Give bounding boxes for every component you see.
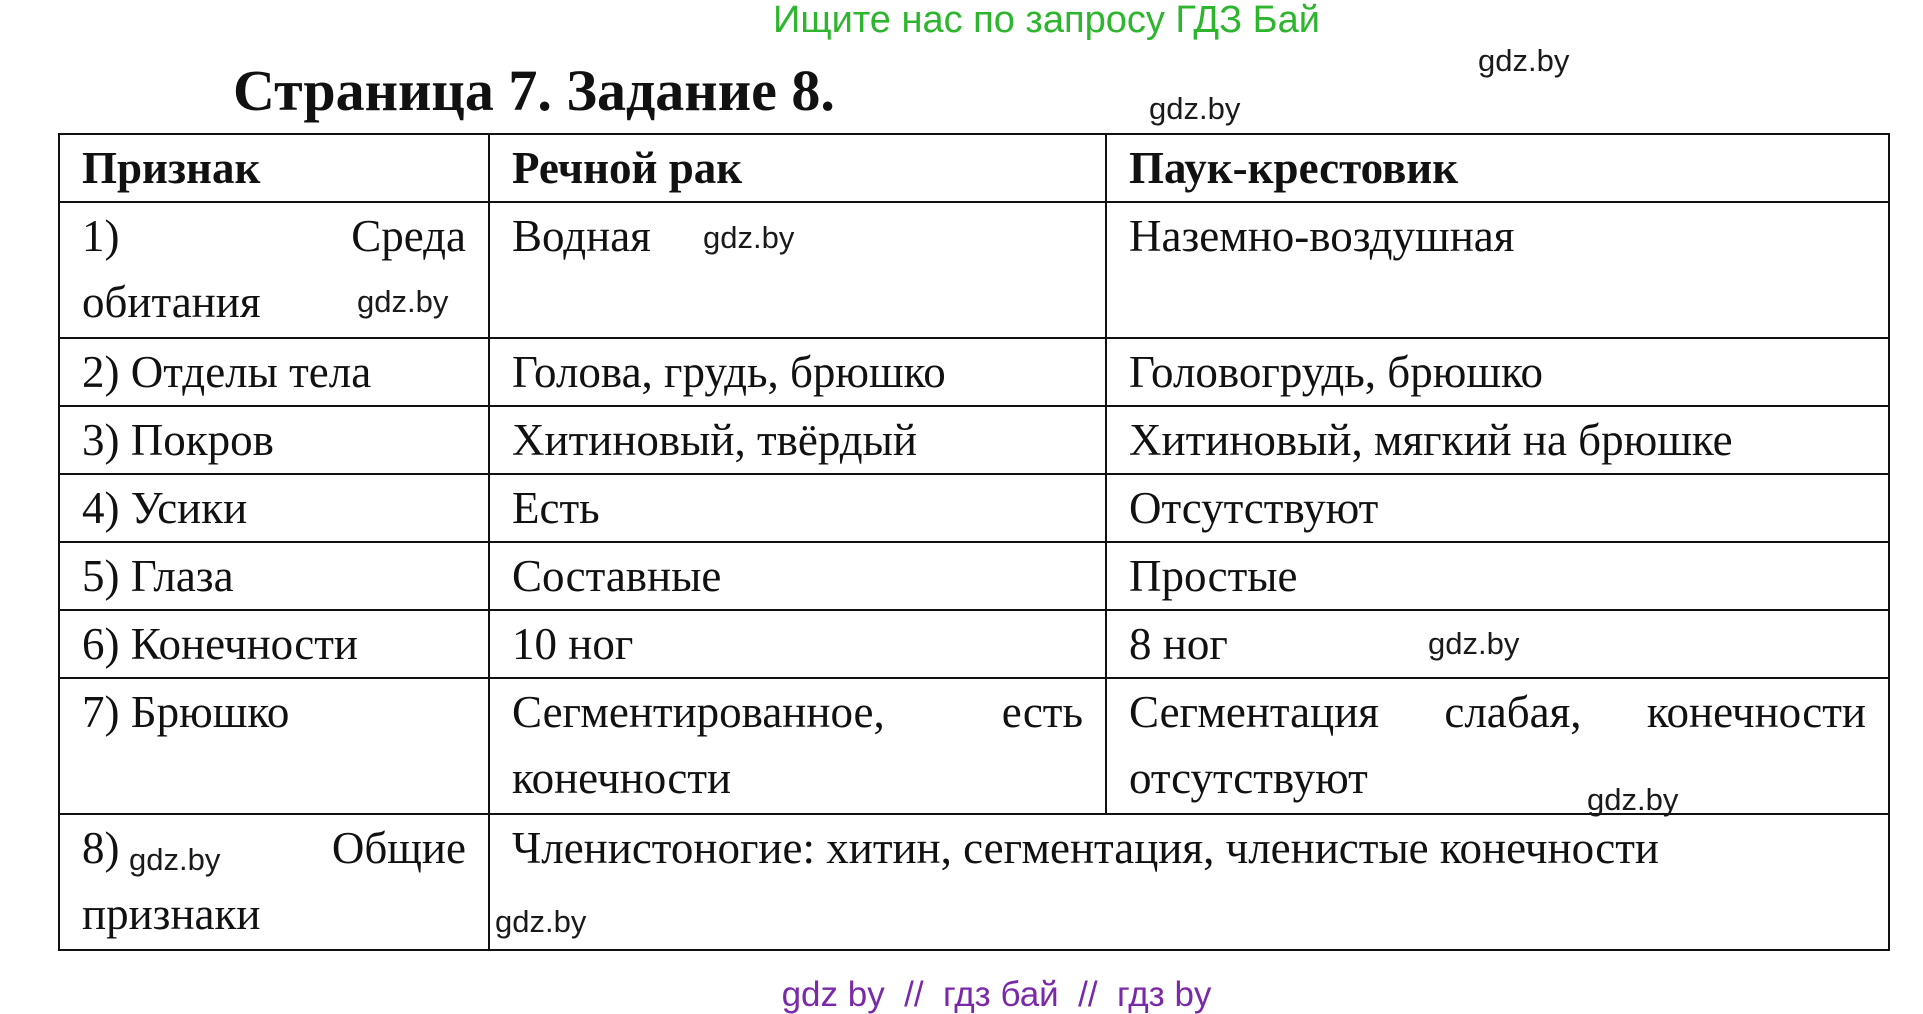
sign-cell: 7) Брюшко [59,678,489,814]
sign-number: 8) [82,823,120,873]
table-header-row [59,134,1889,202]
table-row [59,406,1889,474]
crayfish-cell: 10 ног [489,610,1106,678]
crayfish-second-line: конечности [512,753,732,803]
crayfish-cell: Составные [489,542,1106,610]
table-row [59,542,1889,610]
spider-cell: Простые [1106,542,1889,610]
watermark: gdz.by [1587,782,1679,817]
table-row [59,474,1889,542]
comparison-table [58,133,1890,951]
sign-cell [59,814,489,950]
watermark: gdz.by [357,284,449,319]
table-row [59,610,1889,678]
watermark: gdz.by [129,842,221,877]
table-row [59,202,1889,338]
spider-cell: Сегментация слабая, конечности отсутствуют [1106,678,1889,814]
sign-cell: 6) Конечности [59,610,489,678]
crayfish-word-1: Сегментированное, [512,687,885,737]
crayfish-word-2: есть [1001,687,1083,737]
header-spider: Паук-крестовик [1106,134,1889,202]
crayfish-cell: Голова, грудь, брюшко [489,338,1106,406]
spider-cell: Наземно-воздушная [1106,202,1889,338]
spider-cell: 8 ног [1106,610,1889,678]
table-row [59,338,1889,406]
watermark: gdz.by [1478,43,1570,78]
top-banner: Ищите нас по запросу ГДЗ Бай [773,0,1320,41]
page-title: Страница 7. Задание 8. [233,58,835,123]
sign-word: Общие [331,823,466,873]
sign-cell: 3) Покров [59,406,489,474]
sign-word: Среда [351,211,466,261]
table-row [59,814,1889,950]
common-traits-cell: Членистоногие: хитин, сегментация, членистые конечности [489,814,1889,950]
watermark: gdz.by [495,904,587,939]
spider-cell: Головогрудь, брюшко [1106,338,1889,406]
spider-cell: Хитиновый, мягкий на брюшке [1106,406,1889,474]
crayfish-cell: Есть [489,474,1106,542]
header-sign: Признак [59,134,489,202]
sign-cell: 5) Глаза [59,542,489,610]
watermark: gdz.by [1428,626,1520,661]
sign-cell: 2) Отделы тела [59,338,489,406]
footer-links: gdz by // гдз бай // гдз by [781,975,1212,1014]
sign-number: 1) [82,211,120,261]
sign-cell: 4) Усики [59,474,489,542]
sign-second-line: обитания [82,277,261,327]
watermark: gdz.by [703,220,795,255]
header-crayfish: Речной рак [489,134,1106,202]
crayfish-cell: Водная [489,202,1106,338]
crayfish-cell [489,678,1106,814]
sign-second-line: признаки [82,889,261,939]
sign-first-line [82,203,466,269]
spider-cell: Отсутствуют [1106,474,1889,542]
watermark: gdz.by [1149,91,1241,126]
crayfish-first-line [512,679,1083,745]
crayfish-cell: Хитиновый, твёрдый [489,406,1106,474]
